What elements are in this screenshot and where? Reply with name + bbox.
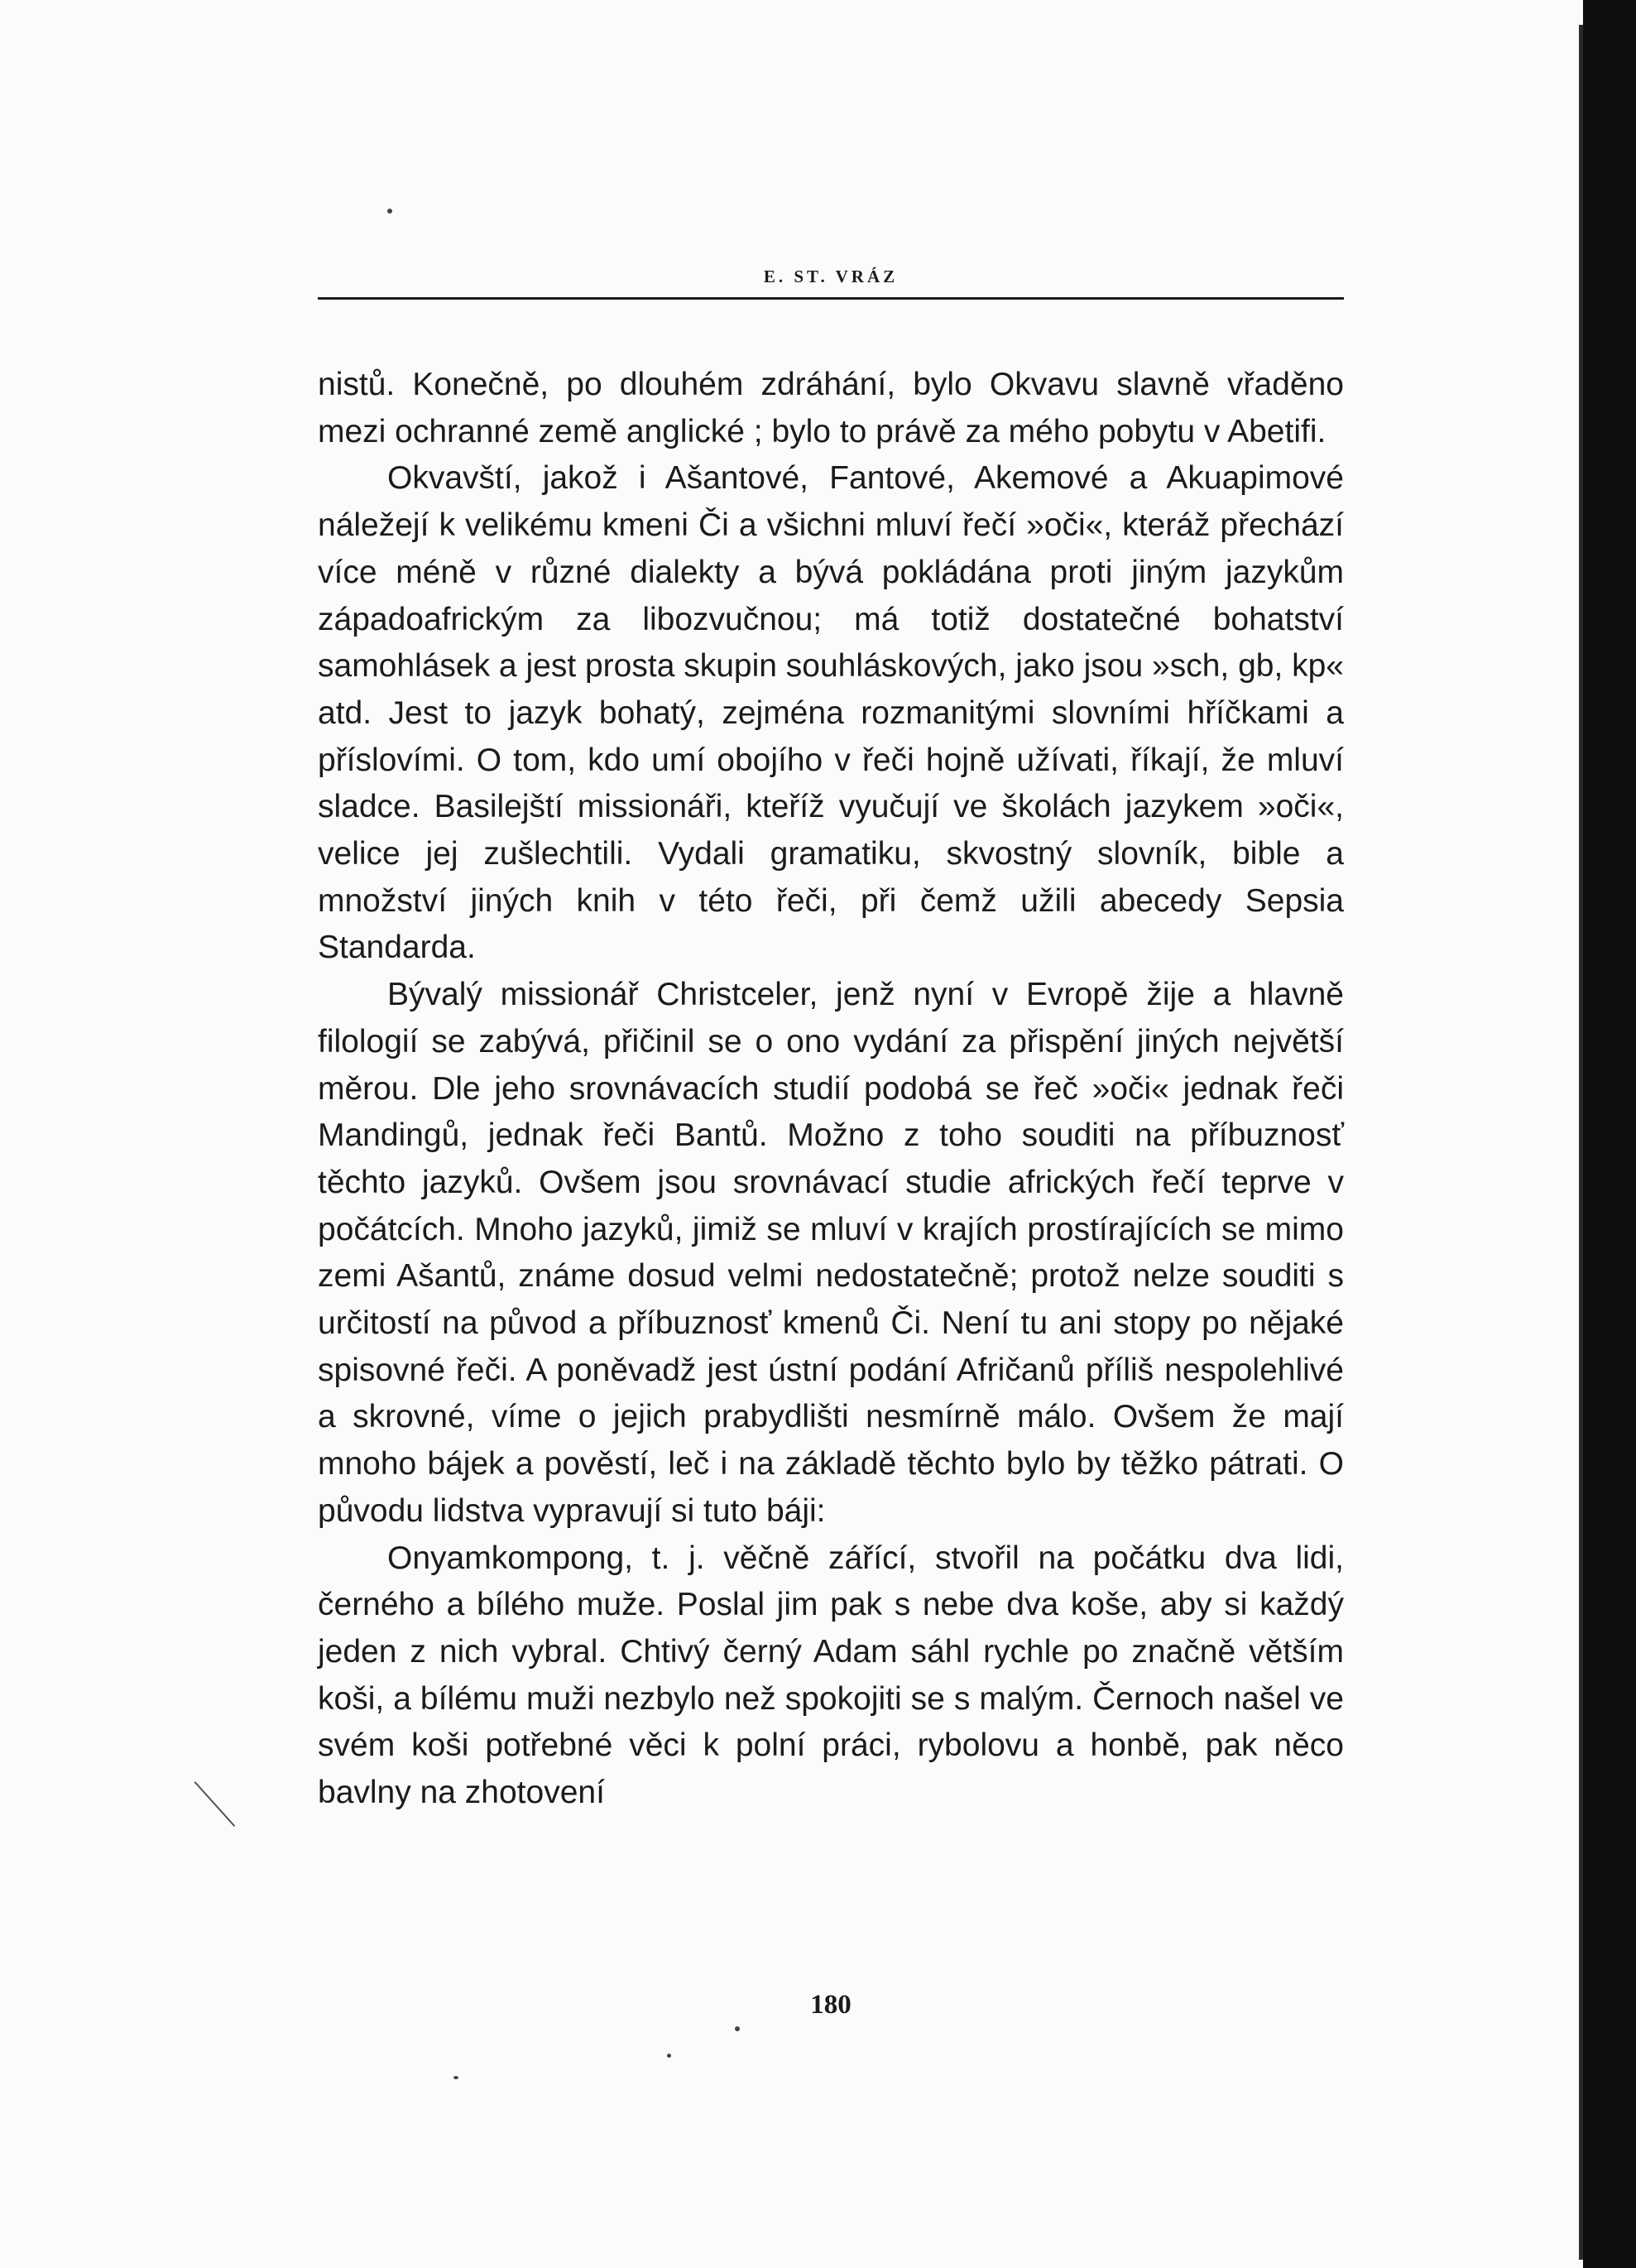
paragraph-2: Okvavští, jakož i Ašantové, Fantové, Akemové a Akuapimové náležejí k velikému kmeni Či a všichni mluví řečí »oči«, kteráž přechází více méně v různé dialekty a bývá pokládána proti jiným jazykům západoafrickým za libozvučnou; má totiž dostatečné bohatství samohlásek a jest prosta skupin souhláskových, jako jsou »sch, gb, kp« atd. Jest to jazyk bohatý, zejména rozmanitými slovními hříčkami a příslovími. O tom, kdo umí obojího v řeči hojně užívati, říkají, že mluví sladce. Basilejští missionáři, kteříž vyučují ve školách jazykem »oči«, velice jej zušlechtili. Vydali gramatiku, skvostný slovník, bible a množství jiných knih v této řeči, při čemž užili abecedy Sepsia Standarda.: [318, 460, 1345, 966]
paragraph-1: nistů. Konečně, po dlouhém zdráhání, bylo Okvavu slavně vřaděno mezi ochranné země anglické ; bylo to právě za mého pobytu v Abetifi.: [318, 367, 1344, 449]
header-rule: [318, 297, 1344, 300]
scan-speck: [387, 209, 392, 214]
scan-speck: [453, 2076, 458, 2079]
paragraph-3: Bývalý missionář Christceler, jenž nyní v Evropě žije a hlavně filologií se zabývá, přičinil se o ono vydání za přispění jiných největší měrou. Dle jeho srovnávacích studií podobá se řeč »oči« jednak řeči Mandingů, jednak řeči Bantů. Možno z toho souditi na příbuznosť těchto jazyků. Ovšem jsou srovnávací studie afrických řečí teprve v počátcích. Mnoho jazyků, jimiž se mluví v krajích prostírajících se mimo zemi Ašantů, známe dosud velmi nedostatečně; protož nelze souditi s určitostí na původ a příbuznosť kmenů Či. Není tu ani stopy po nějaké spisovné řeči. A poněvadž jest ústní podání Afričanů příliš nespolehlivé a skrovné, víme o jejich prabydlišti nesmírně málo. Ovšem že mají mnoho bájek a pověstí, leč i na základě těchto bylo by těžko pátrati. O původu lidstva vypravují si tuto báji:: [318, 977, 1344, 1529]
scan-speck: [735, 2026, 740, 2031]
scan-stray-mark: [194, 1781, 236, 1827]
scan-edge-border: [1583, 0, 1636, 2268]
running-header: E. ST. VRÁZ: [763, 267, 899, 286]
scan-speck: [667, 2054, 671, 2058]
page-number: 180: [810, 1990, 852, 2020]
body-text: [318, 362, 1344, 1817]
paragraph-4: Onyamkompong, t. j. věčně zářící, stvořil na počátku dva lidi, černého a bílého muže. Poslal jim pak s nebe dva koše, aby si každý jeden z nich vybral. Chtivý černý Adam sáhl rychle po značně větším koši, a bílému muži nezbylo než spokojiti se s malým. Černoch našel ve svém koši potřebné věci k polní práci, rybolovu a honbě, pak něco bavlny na zhotovení: [318, 1540, 1344, 1811]
